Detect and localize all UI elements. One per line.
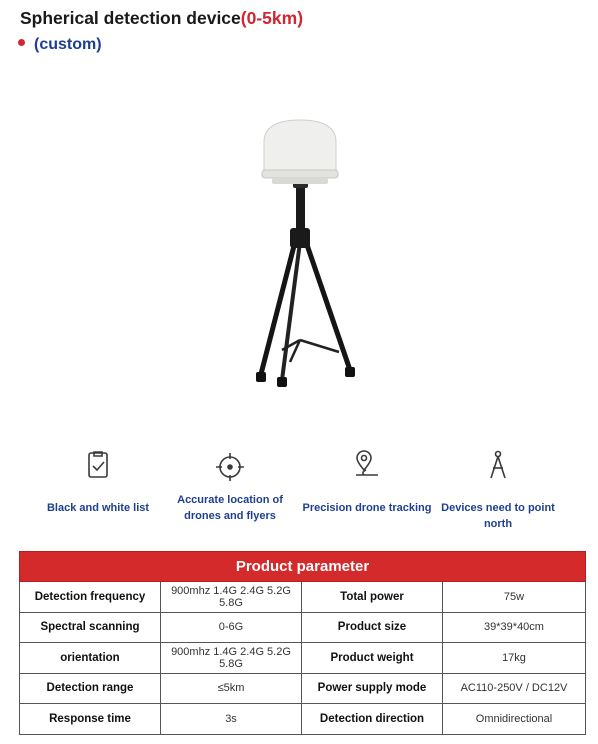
title-range: (0-5km)	[240, 8, 304, 28]
param-value: 3s	[161, 704, 302, 735]
feature-label: Precision drone tracking	[302, 502, 432, 514]
param-key: Detection frequency	[20, 582, 161, 613]
feature-point-north	[433, 448, 563, 532]
param-key: Detection range	[20, 673, 161, 704]
param-value: 900mhz 1.4G 2.4G 5.2G 5.8G	[161, 582, 302, 613]
param-key: Spectral scanning	[20, 612, 161, 643]
param-key: Detection direction	[302, 704, 443, 735]
param-key: Power supply mode	[302, 673, 443, 704]
product-image	[238, 112, 368, 402]
crosshair-icon	[213, 450, 247, 484]
radome-icon	[262, 120, 338, 184]
feature-precision-tracking	[302, 448, 432, 516]
param-value: Omnidirectional	[443, 704, 586, 735]
param-key: Response time	[20, 704, 161, 735]
page-subtitle	[18, 36, 102, 54]
feature-accurate-location	[165, 450, 295, 524]
param-value: 75w	[443, 582, 586, 613]
page-title	[20, 8, 303, 29]
product-parameter-table	[19, 551, 586, 735]
feature-label: Devices need to point north	[441, 502, 555, 530]
param-value: AC110-250V / DC12V	[443, 673, 586, 704]
param-key: Product weight	[302, 643, 443, 674]
feature-black-white-list	[33, 448, 163, 516]
subtitle-text: (custom)	[34, 36, 102, 53]
table-row	[20, 704, 586, 735]
param-key: orientation	[20, 643, 161, 674]
param-key: Product size	[302, 612, 443, 643]
tripod-icon	[256, 180, 355, 387]
param-key: Total power	[302, 582, 443, 613]
title-text: Spherical detection device	[20, 8, 241, 28]
param-value: 900mhz 1.4G 2.4G 5.2G 5.8G	[161, 643, 302, 674]
param-value: ≤5km	[161, 673, 302, 704]
table-row	[20, 582, 586, 613]
param-value: 0-6G	[161, 612, 302, 643]
table-heading: Product parameter	[20, 552, 586, 582]
table-row	[20, 673, 586, 704]
bullet-dot-icon	[18, 39, 25, 46]
table-row	[20, 612, 586, 643]
feature-label: Accurate location of drones and flyers	[177, 494, 283, 522]
compass-icon	[481, 448, 515, 482]
location-pin-icon	[350, 448, 384, 482]
param-value: 39*39*40cm	[443, 612, 586, 643]
feature-label: Black and white list	[46, 502, 150, 514]
checklist-icon	[81, 448, 115, 482]
table-row	[20, 643, 586, 674]
param-value: 17kg	[443, 643, 586, 674]
